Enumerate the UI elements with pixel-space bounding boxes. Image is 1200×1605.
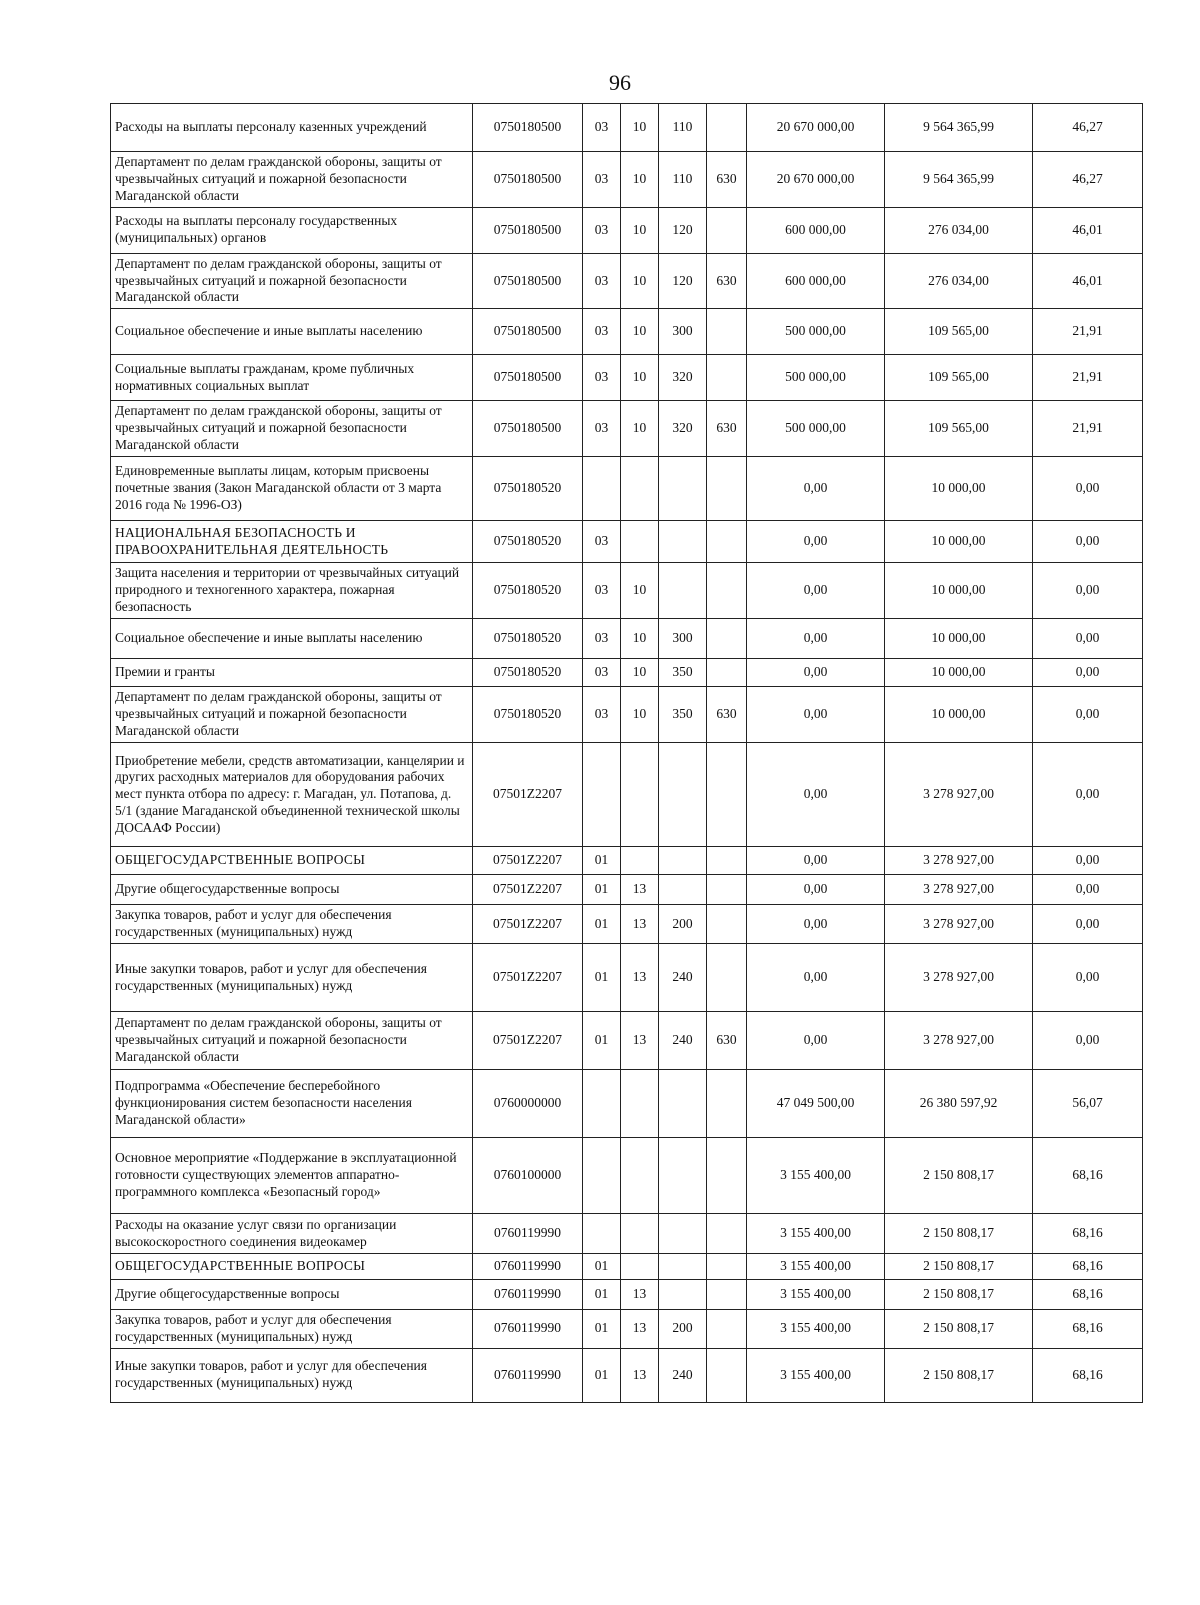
row-planned-amount: 500 000,00 bbox=[747, 355, 885, 401]
table-row bbox=[111, 875, 1143, 905]
row-name: Расходы на выплаты персоналу казенных учреждений bbox=[111, 104, 473, 152]
row-name: Иные закупки товаров, работ и услуг для обеспечения государственных (муниципальных) нужд bbox=[111, 944, 473, 1012]
row-execution-percent: 0,00 bbox=[1033, 659, 1143, 687]
row-planned-amount: 3 155 400,00 bbox=[747, 1310, 885, 1349]
row-code: 0760119990 bbox=[473, 1254, 583, 1280]
row-execution-percent: 68,16 bbox=[1033, 1280, 1143, 1310]
row-actual-amount: 3 278 927,00 bbox=[885, 905, 1033, 944]
row-department-code bbox=[707, 1138, 747, 1214]
row-expense-type: 120 bbox=[659, 207, 707, 253]
row-name: Другие общегосударственные вопросы bbox=[111, 875, 473, 905]
table-row bbox=[111, 944, 1143, 1012]
row-actual-amount: 10 000,00 bbox=[885, 457, 1033, 521]
row-planned-amount: 0,00 bbox=[747, 847, 885, 875]
row-name: Департамент по делам гражданской обороны, защиты от чрезвычайных ситуаций и пожарной безопасности Магаданской области bbox=[111, 152, 473, 208]
row-planned-amount: 0,00 bbox=[747, 905, 885, 944]
row-expense-type bbox=[659, 521, 707, 563]
row-department-code bbox=[707, 847, 747, 875]
row-department-code bbox=[707, 563, 747, 619]
row-actual-amount: 2 150 808,17 bbox=[885, 1138, 1033, 1214]
row-execution-percent: 68,16 bbox=[1033, 1348, 1143, 1402]
row-code: 07501Z2207 bbox=[473, 1012, 583, 1070]
row-planned-amount: 0,00 bbox=[747, 563, 885, 619]
row-department-code bbox=[707, 743, 747, 847]
budget-table bbox=[110, 103, 1143, 1403]
row-name: Департамент по делам гражданской обороны, защиты от чрезвычайных ситуаций и пожарной безопасности Магаданской области bbox=[111, 687, 473, 743]
row-department-code bbox=[707, 1070, 747, 1138]
row-department-code bbox=[707, 1310, 747, 1349]
row-execution-percent: 0,00 bbox=[1033, 687, 1143, 743]
row-execution-percent: 0,00 bbox=[1033, 457, 1143, 521]
row-code: 0760100000 bbox=[473, 1138, 583, 1214]
row-expense-type bbox=[659, 743, 707, 847]
row-subsection: 13 bbox=[621, 1012, 659, 1070]
row-section: 03 bbox=[583, 563, 621, 619]
row-subsection: 13 bbox=[621, 1348, 659, 1402]
row-subsection: 10 bbox=[621, 253, 659, 309]
row-section: 03 bbox=[583, 619, 621, 659]
row-section bbox=[583, 743, 621, 847]
row-planned-amount: 500 000,00 bbox=[747, 401, 885, 457]
row-subsection bbox=[621, 743, 659, 847]
row-actual-amount: 2 150 808,17 bbox=[885, 1348, 1033, 1402]
row-execution-percent: 0,00 bbox=[1033, 905, 1143, 944]
table-row bbox=[111, 619, 1143, 659]
row-department-code bbox=[707, 521, 747, 563]
row-planned-amount: 0,00 bbox=[747, 1012, 885, 1070]
row-expense-type: 300 bbox=[659, 619, 707, 659]
row-actual-amount: 10 000,00 bbox=[885, 687, 1033, 743]
row-subsection bbox=[621, 521, 659, 563]
row-section: 03 bbox=[583, 207, 621, 253]
table-row bbox=[111, 1280, 1143, 1310]
row-planned-amount: 0,00 bbox=[747, 944, 885, 1012]
row-planned-amount: 600 000,00 bbox=[747, 207, 885, 253]
row-code: 0760000000 bbox=[473, 1070, 583, 1138]
row-actual-amount: 26 380 597,92 bbox=[885, 1070, 1033, 1138]
row-execution-percent: 46,01 bbox=[1033, 253, 1143, 309]
row-section: 03 bbox=[583, 401, 621, 457]
row-section: 03 bbox=[583, 253, 621, 309]
row-planned-amount: 47 049 500,00 bbox=[747, 1070, 885, 1138]
row-section bbox=[583, 1214, 621, 1254]
row-planned-amount: 3 155 400,00 bbox=[747, 1214, 885, 1254]
row-subsection: 10 bbox=[621, 355, 659, 401]
row-department-code bbox=[707, 1254, 747, 1280]
row-department-code bbox=[707, 875, 747, 905]
row-subsection: 10 bbox=[621, 619, 659, 659]
row-execution-percent: 46,27 bbox=[1033, 152, 1143, 208]
row-planned-amount: 0,00 bbox=[747, 687, 885, 743]
row-code: 0750180500 bbox=[473, 401, 583, 457]
row-planned-amount: 0,00 bbox=[747, 521, 885, 563]
row-actual-amount: 2 150 808,17 bbox=[885, 1280, 1033, 1310]
row-section: 01 bbox=[583, 1254, 621, 1280]
row-name: Расходы на выплаты персоналу государственных (муниципальных) органов bbox=[111, 207, 473, 253]
row-actual-amount: 109 565,00 bbox=[885, 401, 1033, 457]
row-name: Департамент по делам гражданской обороны, защиты от чрезвычайных ситуаций и пожарной безопасности Магаданской области bbox=[111, 253, 473, 309]
row-department-code bbox=[707, 944, 747, 1012]
row-expense-type: 110 bbox=[659, 104, 707, 152]
table-row bbox=[111, 401, 1143, 457]
row-subsection bbox=[621, 1214, 659, 1254]
row-planned-amount: 3 155 400,00 bbox=[747, 1254, 885, 1280]
row-subsection: 10 bbox=[621, 401, 659, 457]
row-section: 01 bbox=[583, 905, 621, 944]
row-department-code bbox=[707, 619, 747, 659]
row-subsection bbox=[621, 1070, 659, 1138]
row-code: 07501Z2207 bbox=[473, 875, 583, 905]
row-code: 07501Z2207 bbox=[473, 905, 583, 944]
table-row bbox=[111, 457, 1143, 521]
row-section: 03 bbox=[583, 659, 621, 687]
row-name: Подпрограмма «Обеспечение бесперебойного функционирования систем безопасности населения Магаданской области» bbox=[111, 1070, 473, 1138]
row-expense-type bbox=[659, 875, 707, 905]
row-execution-percent: 68,16 bbox=[1033, 1214, 1143, 1254]
row-code: 0750180520 bbox=[473, 563, 583, 619]
row-planned-amount: 3 155 400,00 bbox=[747, 1280, 885, 1310]
row-department-code: 630 bbox=[707, 401, 747, 457]
row-expense-type: 320 bbox=[659, 401, 707, 457]
row-section: 01 bbox=[583, 944, 621, 1012]
row-name: Единовременные выплаты лицам, которым присвоены почетные звания (Закон Магаданской области от 3 марта 2016 года № 1996-ОЗ) bbox=[111, 457, 473, 521]
row-code: 0760119990 bbox=[473, 1280, 583, 1310]
row-actual-amount: 2 150 808,17 bbox=[885, 1214, 1033, 1254]
row-section: 01 bbox=[583, 1280, 621, 1310]
row-code: 0750180500 bbox=[473, 207, 583, 253]
row-execution-percent: 21,91 bbox=[1033, 309, 1143, 355]
table-row bbox=[111, 847, 1143, 875]
row-code: 0750180500 bbox=[473, 355, 583, 401]
table-row bbox=[111, 1348, 1143, 1402]
row-section: 03 bbox=[583, 309, 621, 355]
row-expense-type bbox=[659, 847, 707, 875]
row-subsection: 13 bbox=[621, 1280, 659, 1310]
row-actual-amount: 3 278 927,00 bbox=[885, 1012, 1033, 1070]
row-department-code bbox=[707, 457, 747, 521]
row-name: Социальное обеспечение и иные выплаты населению bbox=[111, 309, 473, 355]
row-execution-percent: 0,00 bbox=[1033, 521, 1143, 563]
row-expense-type bbox=[659, 563, 707, 619]
row-department-code bbox=[707, 1280, 747, 1310]
row-code: 07501Z2207 bbox=[473, 944, 583, 1012]
row-expense-type: 240 bbox=[659, 944, 707, 1012]
row-expense-type bbox=[659, 1254, 707, 1280]
row-expense-type: 240 bbox=[659, 1348, 707, 1402]
row-section: 03 bbox=[583, 355, 621, 401]
row-actual-amount: 10 000,00 bbox=[885, 521, 1033, 563]
row-expense-type bbox=[659, 1138, 707, 1214]
row-department-code bbox=[707, 1348, 747, 1402]
row-section: 03 bbox=[583, 104, 621, 152]
row-name: ОБЩЕГОСУДАРСТВЕННЫЕ ВОПРОСЫ bbox=[111, 1254, 473, 1280]
row-actual-amount: 9 564 365,99 bbox=[885, 104, 1033, 152]
row-subsection bbox=[621, 847, 659, 875]
table-row bbox=[111, 563, 1143, 619]
row-expense-type bbox=[659, 1214, 707, 1254]
row-code: 0750180520 bbox=[473, 687, 583, 743]
row-execution-percent: 0,00 bbox=[1033, 944, 1143, 1012]
row-name: Основное мероприятие «Поддержание в эксплуатационной готовности существующих элементов аппаратно-программного комплекса «Безопасный город» bbox=[111, 1138, 473, 1214]
row-code: 07501Z2207 bbox=[473, 743, 583, 847]
table-row bbox=[111, 1214, 1143, 1254]
row-section: 01 bbox=[583, 1348, 621, 1402]
row-execution-percent: 68,16 bbox=[1033, 1138, 1143, 1214]
row-code: 0750180500 bbox=[473, 104, 583, 152]
table-row bbox=[111, 152, 1143, 208]
row-department-code bbox=[707, 309, 747, 355]
row-planned-amount: 3 155 400,00 bbox=[747, 1138, 885, 1214]
row-actual-amount: 3 278 927,00 bbox=[885, 944, 1033, 1012]
row-name: Закупка товаров, работ и услуг для обеспечения государственных (муниципальных) нужд bbox=[111, 905, 473, 944]
row-subsection: 10 bbox=[621, 659, 659, 687]
row-subsection: 13 bbox=[621, 1310, 659, 1349]
row-actual-amount: 109 565,00 bbox=[885, 355, 1033, 401]
row-execution-percent: 68,16 bbox=[1033, 1254, 1143, 1280]
table-row bbox=[111, 309, 1143, 355]
row-expense-type: 320 bbox=[659, 355, 707, 401]
row-department-code bbox=[707, 104, 747, 152]
row-expense-type: 240 bbox=[659, 1012, 707, 1070]
row-code: 0750180500 bbox=[473, 253, 583, 309]
row-department-code bbox=[707, 1214, 747, 1254]
row-actual-amount: 109 565,00 bbox=[885, 309, 1033, 355]
row-execution-percent: 46,27 bbox=[1033, 104, 1143, 152]
row-actual-amount: 3 278 927,00 bbox=[885, 875, 1033, 905]
row-section: 01 bbox=[583, 875, 621, 905]
row-section bbox=[583, 457, 621, 521]
row-execution-percent: 0,00 bbox=[1033, 619, 1143, 659]
row-execution-percent: 21,91 bbox=[1033, 401, 1143, 457]
row-expense-type: 200 bbox=[659, 1310, 707, 1349]
row-section: 03 bbox=[583, 687, 621, 743]
row-section: 01 bbox=[583, 1310, 621, 1349]
row-name: ОБЩЕГОСУДАРСТВЕННЫЕ ВОПРОСЫ bbox=[111, 847, 473, 875]
table-row bbox=[111, 905, 1143, 944]
row-subsection: 13 bbox=[621, 944, 659, 1012]
row-subsection: 10 bbox=[621, 207, 659, 253]
row-department-code: 630 bbox=[707, 687, 747, 743]
row-planned-amount: 3 155 400,00 bbox=[747, 1348, 885, 1402]
row-execution-percent: 0,00 bbox=[1033, 847, 1143, 875]
row-code: 0750180520 bbox=[473, 659, 583, 687]
table-row bbox=[111, 1310, 1143, 1349]
row-section bbox=[583, 1070, 621, 1138]
row-execution-percent: 21,91 bbox=[1033, 355, 1143, 401]
row-subsection bbox=[621, 457, 659, 521]
row-code: 0750180520 bbox=[473, 619, 583, 659]
row-name: НАЦИОНАЛЬНАЯ БЕЗОПАСНОСТЬ И ПРАВООХРАНИТЕЛЬНАЯ ДЕЯТЕЛЬНОСТЬ bbox=[111, 521, 473, 563]
row-name: Социальное обеспечение и иные выплаты населению bbox=[111, 619, 473, 659]
row-actual-amount: 10 000,00 bbox=[885, 659, 1033, 687]
row-actual-amount: 2 150 808,17 bbox=[885, 1254, 1033, 1280]
row-name: Расходы на оказание услуг связи по организации высокоскоростного соединения видеокамер bbox=[111, 1214, 473, 1254]
table-row bbox=[111, 104, 1143, 152]
table-row bbox=[111, 207, 1143, 253]
row-code: 07501Z2207 bbox=[473, 847, 583, 875]
row-name: Социальные выплаты гражданам, кроме публичных нормативных социальных выплат bbox=[111, 355, 473, 401]
row-planned-amount: 0,00 bbox=[747, 659, 885, 687]
row-execution-percent: 46,01 bbox=[1033, 207, 1143, 253]
row-actual-amount: 9 564 365,99 bbox=[885, 152, 1033, 208]
row-department-code bbox=[707, 905, 747, 944]
row-subsection: 13 bbox=[621, 905, 659, 944]
row-planned-amount: 20 670 000,00 bbox=[747, 104, 885, 152]
table-row bbox=[111, 521, 1143, 563]
table-row bbox=[111, 253, 1143, 309]
row-department-code bbox=[707, 355, 747, 401]
table-row bbox=[111, 687, 1143, 743]
row-expense-type: 350 bbox=[659, 687, 707, 743]
row-department-code: 630 bbox=[707, 152, 747, 208]
row-expense-type bbox=[659, 457, 707, 521]
row-actual-amount: 10 000,00 bbox=[885, 619, 1033, 659]
row-name: Премии и гранты bbox=[111, 659, 473, 687]
row-code: 0750180520 bbox=[473, 521, 583, 563]
table-row bbox=[111, 743, 1143, 847]
row-actual-amount: 3 278 927,00 bbox=[885, 847, 1033, 875]
row-planned-amount: 20 670 000,00 bbox=[747, 152, 885, 208]
row-expense-type: 120 bbox=[659, 253, 707, 309]
row-section: 01 bbox=[583, 847, 621, 875]
row-execution-percent: 56,07 bbox=[1033, 1070, 1143, 1138]
table-row bbox=[111, 1138, 1143, 1214]
row-planned-amount: 0,00 bbox=[747, 457, 885, 521]
row-subsection: 13 bbox=[621, 875, 659, 905]
row-actual-amount: 276 034,00 bbox=[885, 253, 1033, 309]
row-expense-type: 200 bbox=[659, 905, 707, 944]
row-actual-amount: 10 000,00 bbox=[885, 563, 1033, 619]
row-execution-percent: 0,00 bbox=[1033, 743, 1143, 847]
row-section: 03 bbox=[583, 152, 621, 208]
row-code: 0760119990 bbox=[473, 1310, 583, 1349]
row-actual-amount: 3 278 927,00 bbox=[885, 743, 1033, 847]
row-expense-type: 350 bbox=[659, 659, 707, 687]
row-code: 0750180520 bbox=[473, 457, 583, 521]
row-name: Защита населения и территории от чрезвычайных ситуаций природного и техногенного характера, пожарная безопасность bbox=[111, 563, 473, 619]
row-subsection: 10 bbox=[621, 309, 659, 355]
row-code: 0760119990 bbox=[473, 1348, 583, 1402]
row-planned-amount: 0,00 bbox=[747, 875, 885, 905]
row-department-code bbox=[707, 659, 747, 687]
row-subsection bbox=[621, 1138, 659, 1214]
row-name: Приобретение мебели, средств автоматизации, канцелярии и других расходных материалов для оборудования рабочих мест пункта отбора по адресу: г. Магадан, ул. Потапова, д. 5/1 (здание Магаданской объединенной технической школы ДОСААФ России) bbox=[111, 743, 473, 847]
row-planned-amount: 500 000,00 bbox=[747, 309, 885, 355]
table-body bbox=[111, 104, 1143, 1403]
table-row bbox=[111, 659, 1143, 687]
row-expense-type: 110 bbox=[659, 152, 707, 208]
table-row bbox=[111, 1254, 1143, 1280]
row-planned-amount: 600 000,00 bbox=[747, 253, 885, 309]
row-expense-type bbox=[659, 1280, 707, 1310]
row-execution-percent: 0,00 bbox=[1033, 1012, 1143, 1070]
row-department-code bbox=[707, 207, 747, 253]
row-name: Закупка товаров, работ и услуг для обеспечения государственных (муниципальных) нужд bbox=[111, 1310, 473, 1349]
row-name: Департамент по делам гражданской обороны, защиты от чрезвычайных ситуаций и пожарной безопасности Магаданской области bbox=[111, 1012, 473, 1070]
row-execution-percent: 0,00 bbox=[1033, 875, 1143, 905]
row-actual-amount: 2 150 808,17 bbox=[885, 1310, 1033, 1349]
row-department-code: 630 bbox=[707, 1012, 747, 1070]
table-row bbox=[111, 355, 1143, 401]
row-subsection: 10 bbox=[621, 104, 659, 152]
row-name: Другие общегосударственные вопросы bbox=[111, 1280, 473, 1310]
row-code: 0760119990 bbox=[473, 1214, 583, 1254]
table-row bbox=[111, 1070, 1143, 1138]
row-expense-type bbox=[659, 1070, 707, 1138]
row-execution-percent: 0,00 bbox=[1033, 563, 1143, 619]
page-number: 96 bbox=[609, 70, 631, 95]
row-actual-amount: 276 034,00 bbox=[885, 207, 1033, 253]
row-subsection: 10 bbox=[621, 563, 659, 619]
row-code: 0750180500 bbox=[473, 309, 583, 355]
row-department-code: 630 bbox=[707, 253, 747, 309]
row-expense-type: 300 bbox=[659, 309, 707, 355]
row-section: 01 bbox=[583, 1012, 621, 1070]
table-row bbox=[111, 1012, 1143, 1070]
row-subsection: 10 bbox=[621, 152, 659, 208]
row-section bbox=[583, 1138, 621, 1214]
row-planned-amount: 0,00 bbox=[747, 619, 885, 659]
row-subsection: 10 bbox=[621, 687, 659, 743]
row-name: Иные закупки товаров, работ и услуг для обеспечения государственных (муниципальных) нужд bbox=[111, 1348, 473, 1402]
row-execution-percent: 68,16 bbox=[1033, 1310, 1143, 1349]
row-section: 03 bbox=[583, 521, 621, 563]
row-code: 0750180500 bbox=[473, 152, 583, 208]
row-subsection bbox=[621, 1254, 659, 1280]
row-name: Департамент по делам гражданской обороны, защиты от чрезвычайных ситуаций и пожарной безопасности Магаданской области bbox=[111, 401, 473, 457]
row-planned-amount: 0,00 bbox=[747, 743, 885, 847]
